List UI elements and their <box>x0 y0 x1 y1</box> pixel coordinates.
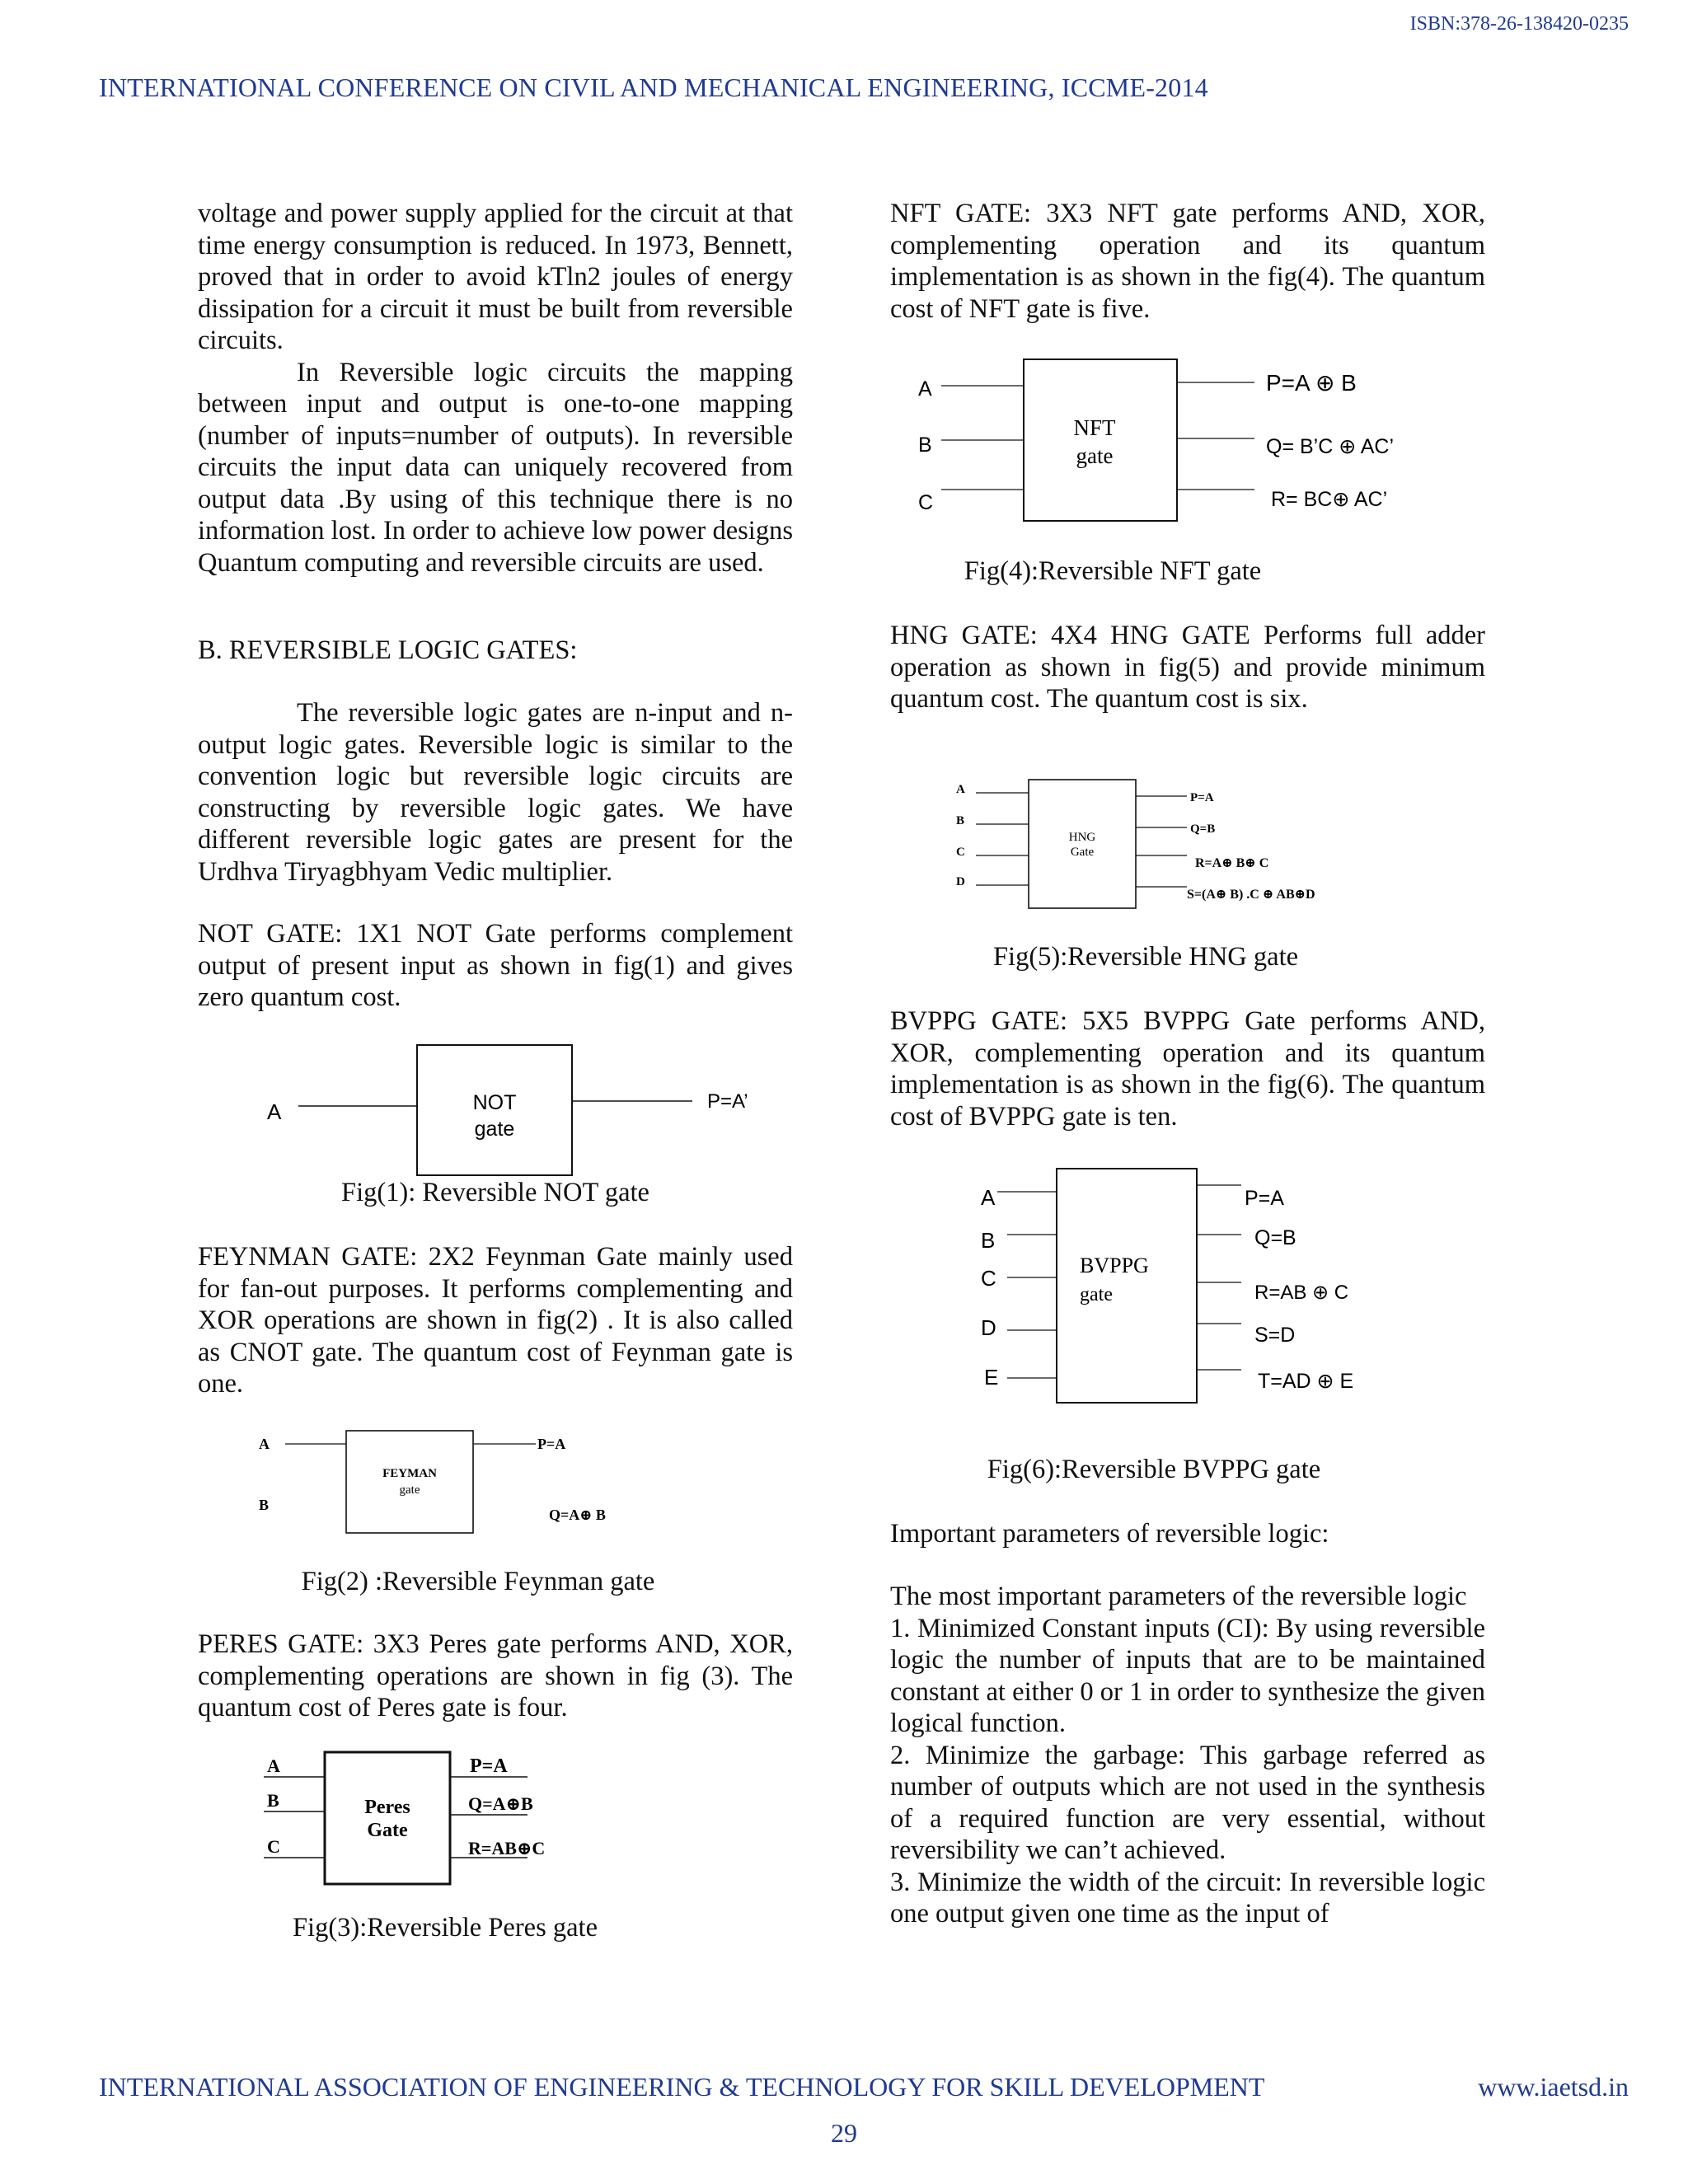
peres-gate-text: PERES GATE: 3X3 Peres gate performs AND, XOR, complementing operations are shown in fig (3). The quantum cost of Peres gate is four. <box>198 1629 793 1722</box>
fig6-output-t: T=AD ⊕ E <box>1258 1370 1354 1393</box>
param-width: 3. Minimize the width of the circuit: In reversible logic one output given one time as the input of <box>890 1867 1485 1929</box>
fig3-caption: Fig(3):Reversible Peres gate <box>292 1913 598 1943</box>
fig1-box-line1: NOT <box>472 1091 517 1114</box>
nft-gate-text: NFT GATE: 3X3 NFT gate performs AND, XOR, complementing operation and its quantum implementation is as shown in the fig(4). The quantum cost of NFT gate is five. <box>890 199 1485 324</box>
paragraph-energy: voltage and power supply applied for the circuit at that time energy consumption is reduced. In 1973, Bennett, proved that in order to avoid kTln2 joules of energy dissipation for a circuit it must be built from reversible circuits. <box>198 199 793 355</box>
fig1-not-gate-diagram <box>247 1040 775 1184</box>
fig5-output-p: P=A <box>1190 791 1214 804</box>
fig6-input-a: A <box>981 1185 996 1210</box>
fig3-input-b: B <box>267 1790 279 1811</box>
fig2-feynman-gate-diagram <box>247 1426 676 1545</box>
fig5-hng-gate-diagram <box>948 775 1393 919</box>
fig5-input-d: D <box>956 875 965 888</box>
fig5-output-s: S=(A⊕ B) .C ⊕ AB⊕D <box>1187 888 1315 902</box>
fig5-input-b: B <box>956 814 965 827</box>
fig3-input-c: C <box>267 1836 280 1857</box>
fig5-box-line1: HNG <box>1068 831 1096 844</box>
hng-gate-text: HNG GATE: 4X4 HNG GATE Performs full adder operation as shown in fig(5) and provide minimum quantum cost. The quantum cost is six. <box>890 621 1485 714</box>
fig4-caption: Fig(4):Reversible NFT gate <box>964 556 1262 586</box>
fig6-input-d: D <box>981 1315 996 1340</box>
left-column-top <box>198 198 793 579</box>
isbn-number: ISBN:378-26-138420-0235 <box>1409 13 1629 35</box>
fig3-output-p: P=A <box>470 1755 508 1777</box>
fig4-output-q: Q= B’C ⊕ AC’ <box>1266 435 1395 458</box>
fig5-caption: Fig(5):Reversible HNG gate <box>992 942 1299 972</box>
paragraph-mapping: In Reversible logic circuits the mapping between input and output is one-to-one mapping (number of inputs=number of outputs). In reversible circuits the input data can uniquely recovered from output data .By using of this technique there is no information lost. In order to achieve low power designs Quantum computing and reversible circuits are used. <box>198 357 793 578</box>
fig4-box-line1: NFT <box>1073 415 1116 440</box>
fig1-input-a: A <box>267 1099 282 1124</box>
fig4-input-a: A <box>918 377 932 401</box>
fig1-caption: Fig(1): Reversible NOT gate <box>341 1178 649 1207</box>
fig6-box-line1: BVPPG <box>1080 1254 1149 1277</box>
fig2-input-a: A <box>259 1436 270 1452</box>
footer-website-link[interactable]: www.iaetsd.in <box>1478 2072 1629 2102</box>
params-intro: The most important parameters of the reversible logic <box>890 1582 1467 1611</box>
fig6-output-r: R=AB ⊕ C <box>1254 1282 1349 1304</box>
bvppg-gate-text: BVPPG GATE: 5X5 BVPPG Gate performs AND, XOR, complementing operation and its quantum implementation is as shown in the fig(6). The quantum cost of BVPPG gate is ten. <box>890 1006 1485 1132</box>
fig4-nft-gate-diagram <box>907 353 1434 538</box>
fig5-box-line2: Gate <box>1070 846 1095 859</box>
fig4-input-b: B <box>918 434 932 457</box>
fig1-box-line2: gate <box>474 1118 515 1141</box>
fig3-box-line2: Gate <box>367 1820 408 1841</box>
fig6-box-line2: gate <box>1080 1284 1113 1305</box>
fig6-input-c: C <box>981 1266 996 1291</box>
fig2-box-line1: FEYMAN <box>382 1467 437 1480</box>
fig3-box-line1: Peres <box>364 1797 410 1818</box>
fig5-input-a: A <box>956 783 965 796</box>
fig6-caption: Fig(6):Reversible BVPPG gate <box>987 1455 1321 1484</box>
fig6-output-q: Q=B <box>1254 1226 1296 1249</box>
fig6-output-s: S=D <box>1254 1324 1296 1347</box>
fig4-output-r: R= BC⊕ AC’ <box>1271 488 1388 511</box>
fig4-output-p: P=A ⊕ B <box>1266 370 1357 396</box>
fig6-output-p: P=A <box>1245 1187 1284 1210</box>
fig6-input-b: B <box>981 1228 996 1253</box>
fig3-output-r: R=AB⊕C <box>468 1838 546 1858</box>
fig4-box-line2: gate <box>1076 443 1114 468</box>
fig6-input-e: E <box>984 1365 999 1390</box>
fig5-input-c: C <box>956 846 965 859</box>
section-b-heading: B. REVERSIBLE LOGIC GATES: <box>198 635 578 665</box>
fig6-bvppg-gate-diagram <box>973 1162 1401 1413</box>
param-constant-inputs: 1. Minimized Constant inputs (CI): By using reversible logic the number of inputs that are to be maintained constant at either 0 or 1 in order to synthesize the given logical function. <box>890 1613 1485 1738</box>
fig3-input-a: A <box>267 1755 280 1776</box>
fig5-output-q: Q=B <box>1190 823 1216 836</box>
fig2-output-p: P=A <box>537 1436 566 1452</box>
not-gate-text: NOT GATE: 1X1 NOT Gate performs complement output of present input as shown in fig(1) and gives zero quantum cost. <box>198 919 793 1012</box>
fig5-output-r: R=A⊕ B⊕ C <box>1195 856 1269 870</box>
fig3-output-q: Q=A⊕B <box>468 1793 533 1814</box>
feynman-gate-text: FEYNMAN GATE: 2X2 Feynman Gate mainly used for fan-out purposes. It performs complementing and XOR operations are shown in fig(2) . It is also called as CNOT gate. The quantum cost of Feynman gate is one. <box>198 1242 793 1399</box>
paragraph-nin-nout: The reversible logic gates are n-input and n-output logic gates. Reversible logic is similar to the convention logic but reversible logic circuits are constructing by reversible logic gates. We have different reversible logic gates are present for the Urdhva Tiryagbhyam Vedic multiplier. <box>198 698 793 887</box>
params-heading: Important parameters of reversible logic: <box>890 1519 1329 1549</box>
paragraph-logic-gates <box>198 697 793 888</box>
fig2-input-b: B <box>259 1497 270 1513</box>
footer-association: INTERNATIONAL ASSOCIATION OF ENGINEERING & TECHNOLOGY FOR SKILL DEVELOPMENT <box>99 2072 1265 2102</box>
fig2-caption: Fig(2) :Reversible Feynman gate <box>301 1567 655 1596</box>
fig4-input-c: C <box>918 491 934 514</box>
fig2-output-q: Q=A⊕ B <box>549 1507 606 1523</box>
conference-title: INTERNATIONAL CONFERENCE ON CIVIL AND MECHANICAL ENGINEERING, ICCME-2014 <box>99 73 1208 102</box>
fig1-output-p: P=A’ <box>707 1090 748 1113</box>
fig3-peres-gate-diagram <box>252 1747 615 1900</box>
param-garbage: 2. Minimize the garbage: This garbage referred as number of outputs which are not used in the synthesis of a required function are very essential, without reversibility we can’t achieved. <box>890 1740 1485 1865</box>
page-number: 29 <box>831 2118 857 2148</box>
fig2-box-line2: gate <box>399 1483 420 1497</box>
params-list <box>890 1581 1485 1930</box>
